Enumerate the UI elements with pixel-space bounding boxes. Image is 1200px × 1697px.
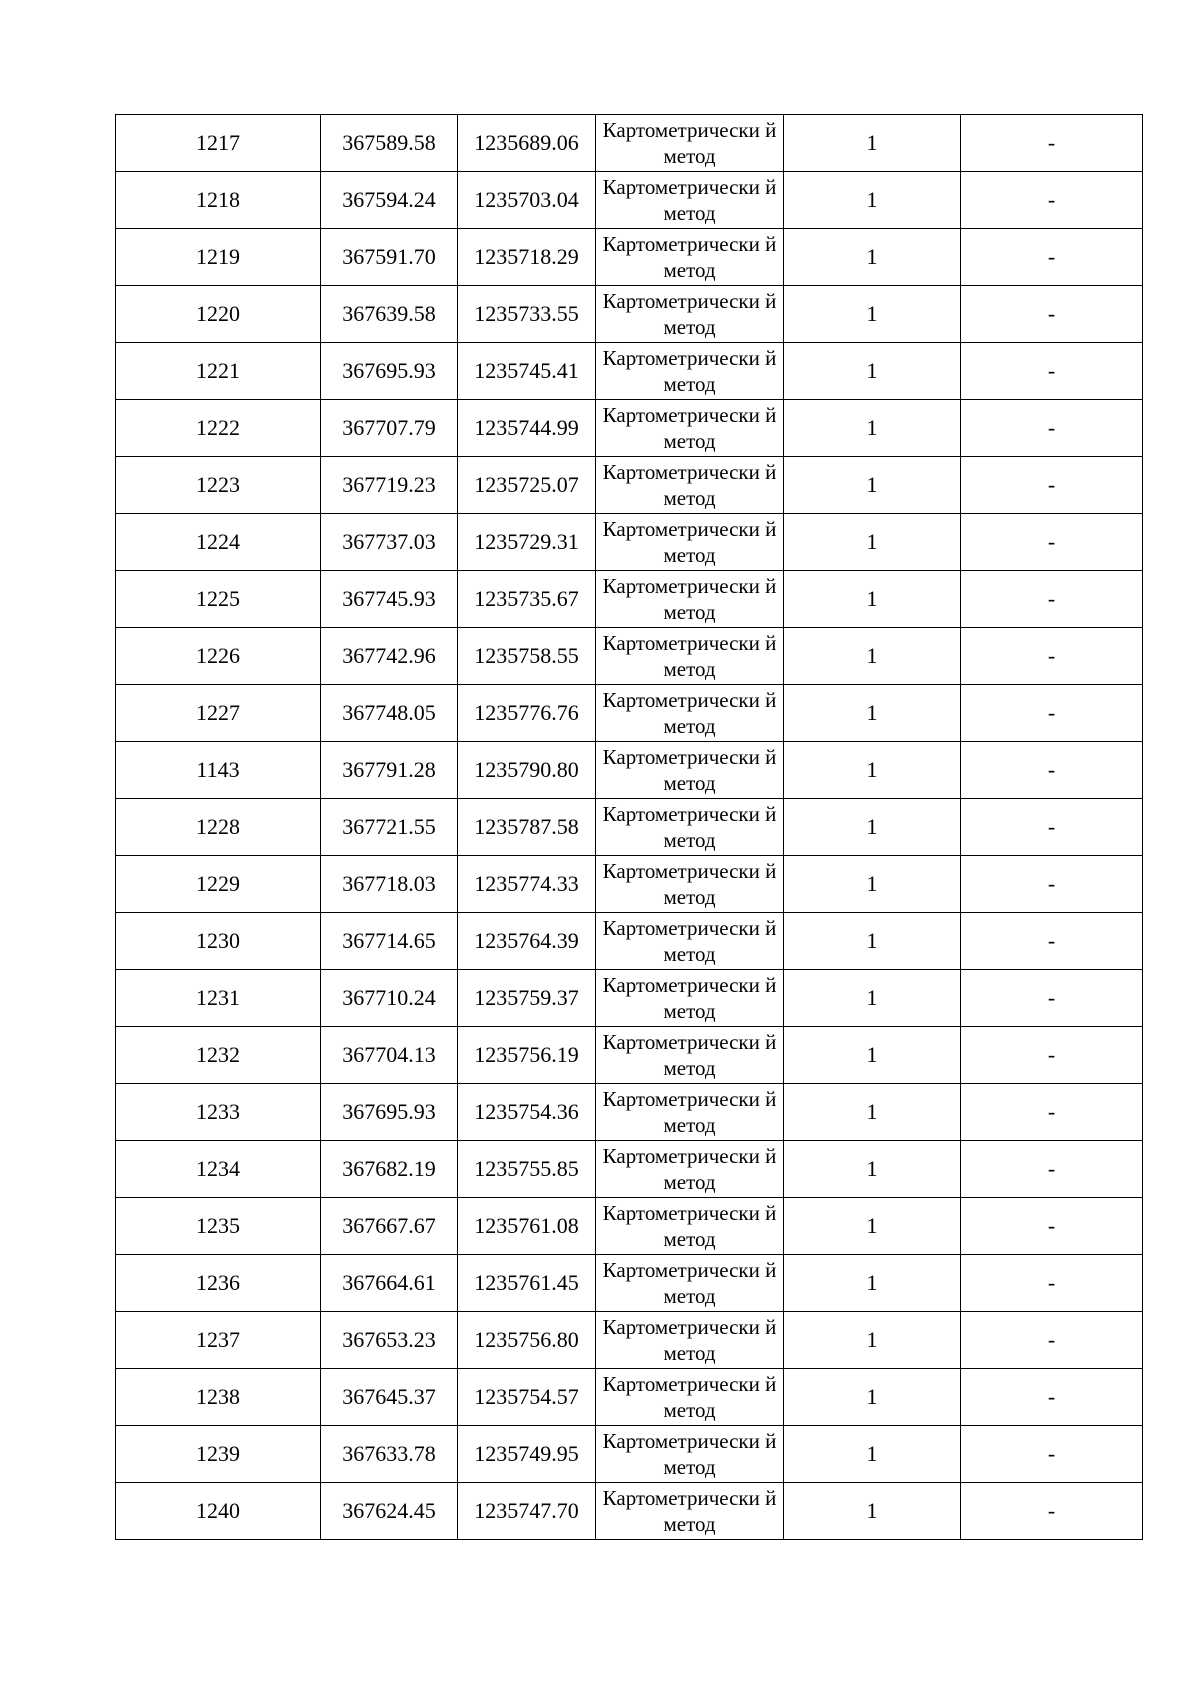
y-coordinate-cell: 1235761.45 [458, 1255, 596, 1312]
extra-cell: - [961, 628, 1143, 685]
y-coordinate-cell: 1235790.80 [458, 742, 596, 799]
point-number-cell: 1220 [116, 286, 321, 343]
y-coordinate-cell: 1235689.06 [458, 115, 596, 172]
extra-cell: - [961, 343, 1143, 400]
point-number-cell: 1223 [116, 457, 321, 514]
table-row [116, 514, 1143, 571]
x-coordinate-cell: 367639.58 [321, 286, 458, 343]
x-coordinate-cell: 367721.55 [321, 799, 458, 856]
method-cell: Картометрически й метод [596, 913, 784, 970]
x-coordinate-cell: 367742.96 [321, 628, 458, 685]
table-row [116, 343, 1143, 400]
y-coordinate-cell: 1235703.04 [458, 172, 596, 229]
method-cell: Картометрически й метод [596, 229, 784, 286]
y-coordinate-cell: 1235756.80 [458, 1312, 596, 1369]
point-number-cell: 1227 [116, 685, 321, 742]
accuracy-cell: 1 [784, 1084, 961, 1141]
point-number-cell: 1230 [116, 913, 321, 970]
accuracy-cell: 1 [784, 229, 961, 286]
y-coordinate-cell: 1235756.19 [458, 1027, 596, 1084]
extra-cell: - [961, 685, 1143, 742]
point-number-cell: 1232 [116, 1027, 321, 1084]
point-number-cell: 1228 [116, 799, 321, 856]
accuracy-cell: 1 [784, 1198, 961, 1255]
method-cell: Картометрически й метод [596, 856, 784, 913]
point-number-cell: 1229 [116, 856, 321, 913]
x-coordinate-cell: 367591.70 [321, 229, 458, 286]
point-number-cell: 1233 [116, 1084, 321, 1141]
y-coordinate-cell: 1235759.37 [458, 970, 596, 1027]
method-cell: Картометрически й метод [596, 1255, 784, 1312]
method-cell: Картометрически й метод [596, 1084, 784, 1141]
point-number-cell: 1221 [116, 343, 321, 400]
point-number-cell: 1235 [116, 1198, 321, 1255]
accuracy-cell: 1 [784, 1369, 961, 1426]
method-cell: Картометрически й метод [596, 457, 784, 514]
extra-cell: - [961, 913, 1143, 970]
x-coordinate-cell: 367718.03 [321, 856, 458, 913]
x-coordinate-cell: 367624.45 [321, 1483, 458, 1540]
point-number-cell: 1238 [116, 1369, 321, 1426]
extra-cell: - [961, 286, 1143, 343]
point-number-cell: 1236 [116, 1255, 321, 1312]
y-coordinate-cell: 1235725.07 [458, 457, 596, 514]
point-number-cell: 1219 [116, 229, 321, 286]
method-cell: Картометрически й метод [596, 1369, 784, 1426]
x-coordinate-cell: 367695.93 [321, 1084, 458, 1141]
extra-cell: - [961, 1255, 1143, 1312]
method-cell: Картометрически й метод [596, 685, 784, 742]
point-number-cell: 1218 [116, 172, 321, 229]
method-cell: Картометрически й метод [596, 1027, 784, 1084]
extra-cell: - [961, 400, 1143, 457]
x-coordinate-cell: 367633.78 [321, 1426, 458, 1483]
table-row [116, 628, 1143, 685]
table-row [116, 1369, 1143, 1426]
table-row [116, 970, 1143, 1027]
accuracy-cell: 1 [784, 514, 961, 571]
method-cell: Картометрически й метод [596, 1426, 784, 1483]
table-row [116, 1255, 1143, 1312]
extra-cell: - [961, 742, 1143, 799]
method-cell: Картометрически й метод [596, 343, 784, 400]
extra-cell: - [961, 856, 1143, 913]
y-coordinate-cell: 1235774.33 [458, 856, 596, 913]
extra-cell: - [961, 799, 1143, 856]
extra-cell: - [961, 1426, 1143, 1483]
point-number-cell: 1237 [116, 1312, 321, 1369]
x-coordinate-cell: 367714.65 [321, 913, 458, 970]
table-row [116, 1426, 1143, 1483]
table-row [116, 1483, 1143, 1540]
extra-cell: - [961, 1198, 1143, 1255]
y-coordinate-cell: 1235749.95 [458, 1426, 596, 1483]
table-row [116, 742, 1143, 799]
method-cell: Картометрически й метод [596, 1198, 784, 1255]
extra-cell: - [961, 1312, 1143, 1369]
x-coordinate-cell: 367745.93 [321, 571, 458, 628]
accuracy-cell: 1 [784, 1141, 961, 1198]
y-coordinate-cell: 1235754.36 [458, 1084, 596, 1141]
extra-cell: - [961, 229, 1143, 286]
accuracy-cell: 1 [784, 685, 961, 742]
table-row [116, 1141, 1143, 1198]
method-cell: Картометрически й метод [596, 115, 784, 172]
point-number-cell: 1240 [116, 1483, 321, 1540]
table-row [116, 1084, 1143, 1141]
extra-cell: - [961, 1483, 1143, 1540]
y-coordinate-cell: 1235754.57 [458, 1369, 596, 1426]
y-coordinate-cell: 1235745.41 [458, 343, 596, 400]
table-row [116, 913, 1143, 970]
point-number-cell: 1231 [116, 970, 321, 1027]
x-coordinate-cell: 367589.58 [321, 115, 458, 172]
table-row [116, 457, 1143, 514]
accuracy-cell: 1 [784, 400, 961, 457]
method-cell: Картометрически й метод [596, 970, 784, 1027]
accuracy-cell: 1 [784, 571, 961, 628]
coordinates-table-body [116, 115, 1143, 1540]
x-coordinate-cell: 367695.93 [321, 343, 458, 400]
extra-cell: - [961, 457, 1143, 514]
x-coordinate-cell: 367645.37 [321, 1369, 458, 1426]
x-coordinate-cell: 367594.24 [321, 172, 458, 229]
x-coordinate-cell: 367653.23 [321, 1312, 458, 1369]
method-cell: Картометрически й метод [596, 400, 784, 457]
point-number-cell: 1217 [116, 115, 321, 172]
y-coordinate-cell: 1235729.31 [458, 514, 596, 571]
x-coordinate-cell: 367704.13 [321, 1027, 458, 1084]
y-coordinate-cell: 1235718.29 [458, 229, 596, 286]
table-row [116, 571, 1143, 628]
x-coordinate-cell: 367719.23 [321, 457, 458, 514]
x-coordinate-cell: 367682.19 [321, 1141, 458, 1198]
table-row [116, 685, 1143, 742]
x-coordinate-cell: 367791.28 [321, 742, 458, 799]
coordinates-table [115, 114, 1143, 1540]
method-cell: Картометрически й метод [596, 628, 784, 685]
table-row [116, 172, 1143, 229]
point-number-cell: 1226 [116, 628, 321, 685]
extra-cell: - [961, 1369, 1143, 1426]
method-cell: Картометрически й метод [596, 1141, 784, 1198]
table-row [116, 799, 1143, 856]
accuracy-cell: 1 [784, 1483, 961, 1540]
point-number-cell: 1234 [116, 1141, 321, 1198]
accuracy-cell: 1 [784, 628, 961, 685]
y-coordinate-cell: 1235735.67 [458, 571, 596, 628]
y-coordinate-cell: 1235764.39 [458, 913, 596, 970]
y-coordinate-cell: 1235787.58 [458, 799, 596, 856]
y-coordinate-cell: 1235758.55 [458, 628, 596, 685]
accuracy-cell: 1 [784, 799, 961, 856]
table-row [116, 1027, 1143, 1084]
y-coordinate-cell: 1235755.85 [458, 1141, 596, 1198]
accuracy-cell: 1 [784, 1255, 961, 1312]
accuracy-cell: 1 [784, 856, 961, 913]
x-coordinate-cell: 367664.61 [321, 1255, 458, 1312]
table-row [116, 1198, 1143, 1255]
method-cell: Картометрически й метод [596, 514, 784, 571]
accuracy-cell: 1 [784, 1027, 961, 1084]
point-number-cell: 1239 [116, 1426, 321, 1483]
method-cell: Картометрически й метод [596, 1483, 784, 1540]
accuracy-cell: 1 [784, 970, 961, 1027]
y-coordinate-cell: 1235733.55 [458, 286, 596, 343]
extra-cell: - [961, 514, 1143, 571]
y-coordinate-cell: 1235747.70 [458, 1483, 596, 1540]
method-cell: Картометрически й метод [596, 571, 784, 628]
extra-cell: - [961, 115, 1143, 172]
point-number-cell: 1222 [116, 400, 321, 457]
table-row [116, 229, 1143, 286]
extra-cell: - [961, 1084, 1143, 1141]
accuracy-cell: 1 [784, 1426, 961, 1483]
method-cell: Картометрически й метод [596, 1312, 784, 1369]
method-cell: Картометрически й метод [596, 799, 784, 856]
method-cell: Картометрически й метод [596, 742, 784, 799]
table-row [116, 856, 1143, 913]
x-coordinate-cell: 367667.67 [321, 1198, 458, 1255]
y-coordinate-cell: 1235761.08 [458, 1198, 596, 1255]
table-row [116, 286, 1143, 343]
y-coordinate-cell: 1235776.76 [458, 685, 596, 742]
accuracy-cell: 1 [784, 286, 961, 343]
x-coordinate-cell: 367710.24 [321, 970, 458, 1027]
accuracy-cell: 1 [784, 343, 961, 400]
table-row [116, 1312, 1143, 1369]
extra-cell: - [961, 571, 1143, 628]
accuracy-cell: 1 [784, 457, 961, 514]
point-number-cell: 1225 [116, 571, 321, 628]
extra-cell: - [961, 172, 1143, 229]
extra-cell: - [961, 1027, 1143, 1084]
method-cell: Картометрически й метод [596, 172, 784, 229]
method-cell: Картометрически й метод [596, 286, 784, 343]
extra-cell: - [961, 1141, 1143, 1198]
accuracy-cell: 1 [784, 913, 961, 970]
accuracy-cell: 1 [784, 1312, 961, 1369]
extra-cell: - [961, 970, 1143, 1027]
table-row [116, 115, 1143, 172]
accuracy-cell: 1 [784, 115, 961, 172]
table-row [116, 400, 1143, 457]
x-coordinate-cell: 367707.79 [321, 400, 458, 457]
accuracy-cell: 1 [784, 172, 961, 229]
accuracy-cell: 1 [784, 742, 961, 799]
x-coordinate-cell: 367748.05 [321, 685, 458, 742]
x-coordinate-cell: 367737.03 [321, 514, 458, 571]
y-coordinate-cell: 1235744.99 [458, 400, 596, 457]
point-number-cell: 1143 [116, 742, 321, 799]
point-number-cell: 1224 [116, 514, 321, 571]
